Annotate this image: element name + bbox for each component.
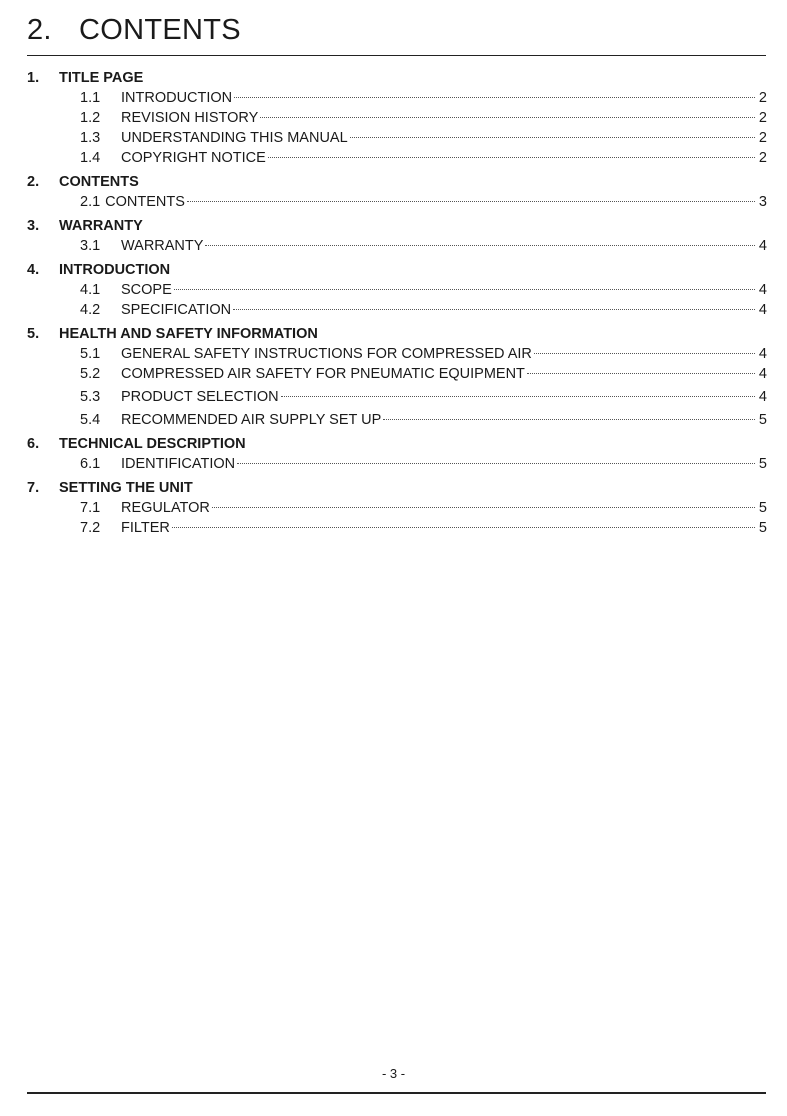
- entry-title: UNDERSTANDING THIS MANUAL: [121, 130, 348, 146]
- entry-title: GENERAL SAFETY INSTRUCTIONS FOR COMPRESSED AIR: [121, 346, 532, 362]
- section-number: 6.: [27, 436, 40, 452]
- table-of-contents: [27, 68, 767, 542]
- section-number: 2.: [27, 174, 40, 190]
- toc-entry[interactable]: [27, 300, 767, 320]
- section-number: 5.: [27, 326, 40, 342]
- dot-leader: [187, 201, 755, 202]
- entry-page: 2: [758, 150, 767, 166]
- toc-entry[interactable]: [27, 128, 767, 148]
- entry-title: PRODUCT SELECTION: [121, 389, 279, 405]
- dot-leader: [174, 289, 755, 290]
- entry-title: COPYRIGHT NOTICE: [121, 150, 266, 166]
- toc-entry[interactable]: [27, 344, 767, 364]
- toc-entry[interactable]: [27, 148, 767, 168]
- dot-leader: [534, 353, 755, 354]
- entry-page: 2: [758, 130, 767, 146]
- entry-page: 5: [758, 520, 767, 536]
- toc-entry[interactable]: [27, 108, 767, 128]
- header-rule: [27, 55, 766, 56]
- toc-entry[interactable]: [27, 192, 767, 212]
- section-title: CONTENTS: [59, 174, 139, 190]
- entry-page: 2: [758, 110, 767, 126]
- section-heading[interactable]: [27, 172, 767, 192]
- toc-entry[interactable]: [27, 498, 767, 518]
- section-title: WARRANTY: [59, 218, 143, 234]
- section-title: SETTING THE UNIT: [59, 480, 193, 496]
- toc-entry[interactable]: [27, 364, 767, 384]
- section-heading[interactable]: [27, 434, 767, 454]
- entry-number: 4.1: [80, 282, 101, 298]
- entry-page: 4: [758, 282, 767, 298]
- entry-page: 4: [758, 238, 767, 254]
- section-title: TECHNICAL DESCRIPTION: [59, 436, 246, 452]
- toc-section-3: [27, 216, 767, 256]
- section-number: 7.: [27, 480, 40, 496]
- entry-title: SPECIFICATION: [121, 302, 232, 318]
- dot-leader: [234, 97, 755, 98]
- dot-leader: [260, 117, 755, 118]
- dot-leader: [268, 157, 755, 158]
- entry-page: 5: [758, 500, 767, 516]
- entry-title: SCOPE: [121, 282, 172, 298]
- section-heading[interactable]: [27, 216, 767, 236]
- toc-entry[interactable]: [27, 454, 767, 474]
- dot-leader: [233, 309, 755, 310]
- dot-leader: [212, 507, 755, 508]
- entry-number: 1.2: [80, 110, 101, 126]
- dot-leader: [281, 396, 755, 397]
- entry-title: RECOMMENDED AIR SUPPLY SET UP: [121, 412, 382, 428]
- entry-title: REGULATOR: [121, 500, 210, 516]
- dot-leader: [205, 245, 755, 246]
- entry-number: 5.3: [80, 389, 101, 405]
- entry-page: 5: [758, 456, 767, 472]
- entry-number: 5.4: [80, 412, 101, 428]
- entry-number: 4.2: [80, 302, 101, 318]
- page-number: - 3 -: [381, 1066, 406, 1081]
- entry-title: WARRANTY: [121, 238, 204, 254]
- entry-number: 6.1: [80, 456, 101, 472]
- toc-entry[interactable]: [27, 236, 767, 256]
- toc-section-7: [27, 478, 767, 538]
- toc-entry[interactable]: [27, 280, 767, 300]
- section-number: 4.: [27, 262, 40, 278]
- toc-entry[interactable]: [27, 387, 767, 407]
- section-heading[interactable]: [27, 478, 767, 498]
- entry-page: 4: [758, 346, 767, 362]
- section-heading[interactable]: [27, 68, 767, 88]
- entry-title: CONTENTS: [105, 194, 185, 210]
- toc-entry[interactable]: [27, 410, 767, 430]
- section-heading[interactable]: [27, 324, 767, 344]
- entry-number: 3.1: [80, 238, 101, 254]
- footer-rule: [27, 1092, 766, 1094]
- entry-number: 7.1: [80, 500, 101, 516]
- entry-number: 5.1: [80, 346, 101, 362]
- dot-leader: [350, 137, 755, 138]
- toc-section-5: [27, 324, 767, 430]
- toc-section-4: [27, 260, 767, 320]
- section-title: HEALTH AND SAFETY INFORMATION: [59, 326, 318, 342]
- entry-page: 3: [758, 194, 767, 210]
- entry-number: 2.1: [80, 194, 101, 210]
- toc-section-2: [27, 172, 767, 212]
- entry-title: INTRODUCTION: [121, 90, 233, 106]
- toc-section-1: [27, 68, 767, 168]
- toc-section-6: [27, 434, 767, 474]
- section-number: 1.: [27, 70, 40, 86]
- entry-page: 2: [758, 90, 767, 106]
- page-title: [27, 14, 241, 47]
- entry-number: 1.1: [80, 90, 101, 106]
- entry-title: REVISION HISTORY: [121, 110, 259, 126]
- entry-title: IDENTIFICATION: [121, 456, 236, 472]
- entry-title: COMPRESSED AIR SAFETY FOR PNEUMATIC EQUIPMENT: [121, 366, 525, 382]
- entry-title: FILTER: [121, 520, 170, 536]
- section-number: 3.: [27, 218, 40, 234]
- entry-number: 1.3: [80, 130, 101, 146]
- entry-page: 4: [758, 366, 767, 382]
- entry-number: 5.2: [80, 366, 101, 382]
- entry-page: 4: [758, 302, 767, 318]
- dot-leader: [172, 527, 755, 528]
- toc-entry[interactable]: [27, 518, 767, 538]
- entry-number: 7.2: [80, 520, 101, 536]
- dot-leader: [383, 419, 755, 420]
- entry-page: 5: [758, 412, 767, 428]
- entry-number: 1.4: [80, 150, 101, 166]
- toc-entry[interactable]: [27, 88, 767, 108]
- section-heading[interactable]: [27, 260, 767, 280]
- page-title-number: 2.: [27, 14, 52, 46]
- section-title: INTRODUCTION: [59, 262, 171, 278]
- dot-leader: [527, 373, 755, 374]
- page-title-text: CONTENTS: [79, 14, 241, 46]
- dot-leader: [237, 463, 755, 464]
- entry-page: 4: [758, 389, 767, 405]
- section-title: TITLE PAGE: [59, 70, 144, 86]
